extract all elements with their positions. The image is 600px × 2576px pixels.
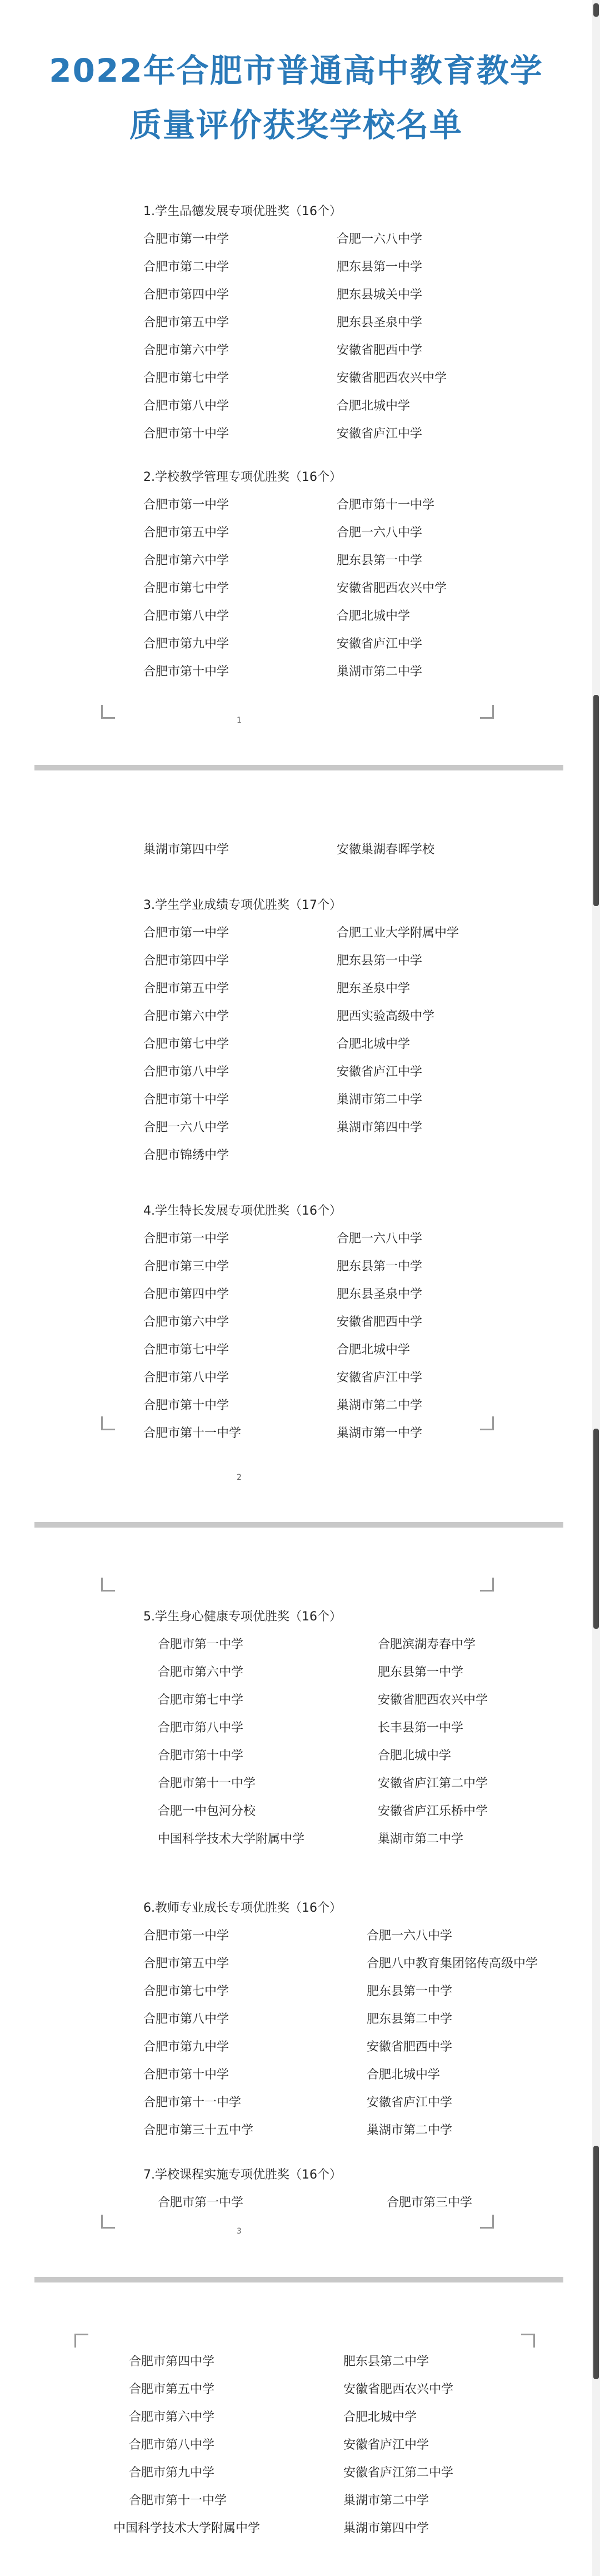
school-name: 合肥北城中学	[337, 399, 411, 413]
school-name: 合肥市第七中学	[143, 1037, 229, 1051]
school-name: 合肥市锦绣中学	[143, 1148, 229, 1162]
school-name: 合肥一六八中学	[337, 526, 423, 540]
school-name: 合肥工业大学附属中学	[337, 926, 459, 940]
school-name: 巢湖市第二中学	[337, 1399, 423, 1413]
page-corner-mark	[74, 2334, 88, 2348]
school-name: 合肥市第八中学	[143, 1065, 229, 1079]
school-name: 合肥市第六中学	[129, 2410, 215, 2424]
page-number: 2	[237, 1473, 242, 1482]
page-corner-mark	[480, 1416, 494, 1430]
page-corner-mark	[101, 1578, 115, 1592]
page-separator	[34, 1522, 563, 1528]
school-name: 合肥市第三中学	[387, 2196, 473, 2210]
school-name: 肥东县第一中学	[367, 1985, 453, 1998]
school-name: 安徽省庐江第二中学	[343, 2466, 454, 2480]
school-name: 安徽省庐江中学	[337, 637, 423, 651]
school-name: 合肥市第十中学	[158, 1749, 244, 1763]
school-name: 安徽省肥西中学	[367, 2040, 453, 2054]
school-name: 合肥一六八中学	[337, 1232, 423, 1246]
school-name: 安徽省庐江中学	[367, 2096, 453, 2110]
school-name: 合肥市第八中学	[158, 1721, 244, 1735]
school-name: 合肥市第一中学	[143, 498, 229, 512]
school-name: 合肥一六八中学	[143, 1121, 229, 1135]
school-name: 合肥市第一中学	[143, 926, 229, 940]
school-name: 长丰县第一中学	[378, 1721, 464, 1735]
school-name: 合肥市第十一中学	[129, 2494, 227, 2508]
school-name: 巢湖市第二中学	[337, 665, 423, 679]
school-name: 安徽省庐江中学	[337, 427, 423, 441]
school-name: 合肥市第一中学	[143, 232, 229, 246]
school-name: 合肥一六八中学	[367, 1929, 453, 1943]
school-name: 合肥市第十中学	[143, 665, 229, 679]
school-name: 合肥市第十一中学	[143, 1426, 242, 1440]
school-name: 合肥市第六中学	[143, 1009, 229, 1023]
school-name: 合肥一中包河分校	[158, 1804, 256, 1818]
scrollbar-thumb[interactable]	[593, 2146, 599, 2379]
school-name: 合肥北城中学	[337, 1037, 411, 1051]
page-corner-mark	[101, 705, 115, 719]
school-name: 肥东圣泉中学	[337, 982, 411, 996]
school-name: 合肥北城中学	[367, 2068, 441, 2082]
school-name: 合肥市第四中学	[143, 288, 229, 302]
section-heading: 4.学生特长发展专项优胜奖（16个）	[143, 1204, 342, 1218]
school-name: 肥东县第一中学	[337, 260, 423, 274]
school-name: 合肥市第九中学	[143, 2040, 229, 2054]
school-name: 合肥市第五中学	[143, 1957, 229, 1971]
school-name: 合肥市第十一中学	[158, 1777, 256, 1791]
school-name: 安徽省庐江第二中学	[378, 1777, 488, 1791]
scrollbar-thumb[interactable]	[593, 1429, 599, 1629]
school-name: 合肥市第五中学	[143, 526, 229, 540]
school-name: 肥东县第一中学	[337, 1260, 423, 1274]
school-name: 合肥市第七中学	[143, 581, 229, 595]
school-name: 安徽省庐江中学	[343, 2438, 429, 2452]
page-number: 3	[237, 2227, 242, 2236]
school-name: 合肥市第七中学	[143, 1343, 229, 1357]
section-heading: 3.学生学业成绩专项优胜奖（17个）	[143, 898, 342, 912]
school-name: 合肥市第六中学	[158, 1665, 244, 1679]
school-name: 合肥市第八中学	[143, 2012, 229, 2026]
school-name: 安徽省肥西农兴中学	[337, 581, 447, 595]
school-name: 巢湖市第一中学	[337, 1426, 423, 1440]
section-heading: 1.学生品德发展专项优胜奖（16个）	[143, 205, 342, 218]
school-name: 安徽省肥西农兴中学	[378, 1693, 488, 1707]
school-name: 合肥市第五中学	[143, 316, 229, 330]
page-corner-mark	[101, 2215, 115, 2229]
school-name: 肥西实验高级中学	[337, 1009, 435, 1023]
school-name: 合肥市第七中学	[143, 371, 229, 385]
scrollbar-thumb[interactable]	[593, 3, 599, 17]
school-name: 中国科学技术大学附属中学	[158, 1832, 305, 1846]
school-name: 巢湖市第二中学	[337, 1093, 423, 1107]
school-name: 合肥市第四中学	[143, 1287, 229, 1301]
school-name: 合肥市第七中学	[158, 1693, 244, 1707]
school-name: 安徽省庐江乐桥中学	[378, 1804, 488, 1818]
school-name: 巢湖市第二中学	[378, 1832, 464, 1846]
school-name: 安徽省肥西中学	[337, 1315, 423, 1329]
school-name: 合肥市第九中学	[129, 2466, 215, 2480]
section-heading: 6.教师专业成长专项优胜奖（16个）	[143, 1901, 342, 1915]
school-name: 肥东县第一中学	[337, 554, 423, 568]
school-name: 安徽省肥西农兴中学	[337, 371, 447, 385]
school-name: 合肥市第八中学	[143, 1371, 229, 1385]
school-name: 合肥北城中学	[337, 609, 411, 623]
school-name: 肥东县圣泉中学	[337, 316, 423, 330]
school-name: 合肥市第八中学	[143, 399, 229, 413]
school-name: 安徽巢湖春晖学校	[337, 843, 435, 857]
school-name: 合肥市第五中学	[129, 2383, 215, 2396]
page-title-line2: 质量评价获奖学校名单	[129, 106, 463, 144]
school-name: 合肥市第三十五中学	[143, 2124, 254, 2137]
school-name: 巢湖市第四中学	[337, 1121, 423, 1135]
school-name: 合肥市第六中学	[143, 344, 229, 357]
school-name: 安徽省肥西中学	[337, 344, 423, 357]
school-name: 安徽省庐江中学	[337, 1371, 423, 1385]
page-corner-mark	[480, 1578, 494, 1592]
school-name: 合肥市第一中学	[158, 2196, 244, 2210]
scrollbar-thumb[interactable]	[593, 695, 599, 906]
page-corner-mark	[521, 2334, 535, 2348]
school-name: 合肥市第十中学	[143, 2068, 229, 2082]
scrollbar-track[interactable]	[592, 0, 600, 2576]
school-name: 巢湖市第二中学	[367, 2124, 453, 2137]
school-name: 肥东县城关中学	[337, 288, 423, 302]
school-name: 合肥北城中学	[337, 1343, 411, 1357]
school-name: 合肥市第一中学	[158, 1638, 244, 1652]
school-name: 安徽省肥西农兴中学	[343, 2383, 454, 2396]
school-name: 肥东县圣泉中学	[337, 1287, 423, 1301]
school-name: 合肥市第四中学	[129, 2355, 215, 2369]
school-name: 肥东县第一中学	[378, 1665, 464, 1679]
school-name: 肥东县第一中学	[337, 954, 423, 968]
school-name: 合肥市第十中学	[143, 1093, 229, 1107]
school-name: 巢湖市第四中学	[143, 843, 229, 857]
school-name: 合肥一六八中学	[337, 232, 423, 246]
school-name: 合肥北城中学	[343, 2410, 417, 2424]
school-name: 合肥市第二中学	[143, 260, 229, 274]
school-name: 合肥市第十中学	[143, 1399, 229, 1413]
school-name: 中国科学技术大学附属中学	[113, 2522, 261, 2535]
school-name: 肥东县第二中学	[343, 2355, 429, 2369]
section-heading: 2.学校教学管理专项优胜奖（16个）	[143, 470, 342, 484]
school-name: 巢湖市第四中学	[343, 2522, 429, 2535]
school-name: 合肥市第十一中学	[337, 498, 435, 512]
school-name: 合肥市第一中学	[143, 1232, 229, 1246]
page-corner-mark	[480, 2215, 494, 2229]
school-name: 合肥市第八中学	[143, 609, 229, 623]
page-corner-mark	[101, 1416, 115, 1430]
school-name: 合肥市第五中学	[143, 982, 229, 996]
section-heading: 7.学校课程实施专项优胜奖（16个）	[143, 2168, 342, 2182]
school-name: 合肥市第六中学	[143, 554, 229, 568]
school-name: 合肥滨湖寿春中学	[378, 1638, 476, 1652]
page-number: 1	[237, 716, 242, 725]
school-name: 合肥市第六中学	[143, 1315, 229, 1329]
page-separator	[34, 765, 563, 770]
page-title: 2022年合肥市普通高中教育教学	[49, 52, 543, 89]
page-separator	[34, 2277, 563, 2282]
school-name: 合肥市第八中学	[129, 2438, 215, 2452]
section-heading: 5.学生身心健康专项优胜奖（16个）	[143, 1610, 342, 1624]
school-name: 合肥市第四中学	[143, 954, 229, 968]
school-name: 合肥市第一中学	[143, 1929, 229, 1943]
school-name: 合肥市第三中学	[143, 1260, 229, 1274]
school-name: 肥东县第二中学	[367, 2012, 453, 2026]
school-name: 合肥八中教育集团铭传高级中学	[367, 1957, 538, 1971]
school-name: 合肥市第十中学	[143, 427, 229, 441]
school-name: 合肥市第七中学	[143, 1985, 229, 1998]
school-name: 合肥市第九中学	[143, 637, 229, 651]
school-name: 合肥市第十一中学	[143, 2096, 242, 2110]
school-name: 巢湖市第二中学	[343, 2494, 429, 2508]
page-corner-mark	[480, 705, 494, 719]
school-name: 安徽省庐江中学	[337, 1065, 423, 1079]
school-name: 合肥北城中学	[378, 1749, 452, 1763]
